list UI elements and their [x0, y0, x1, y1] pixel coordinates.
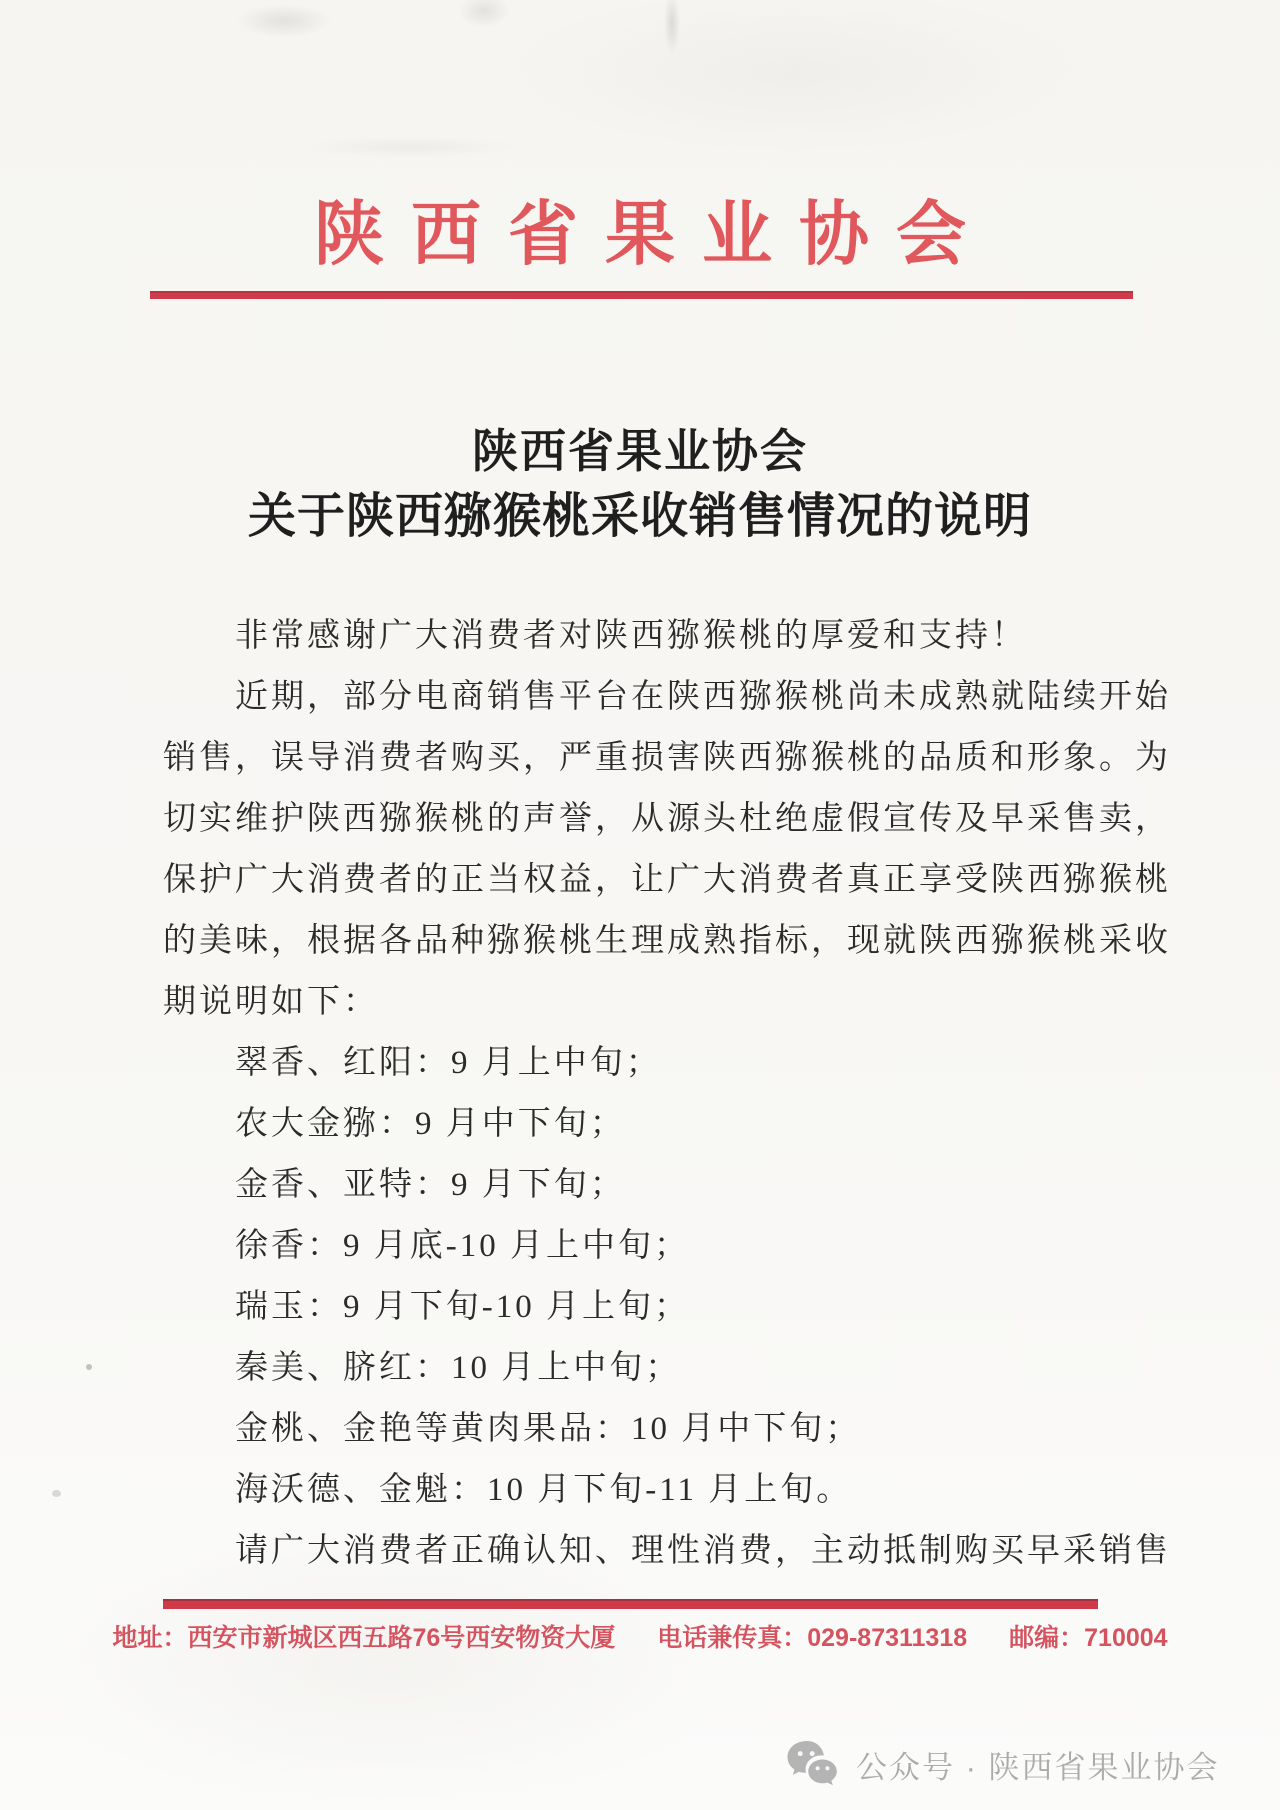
footer-contact-info — [112, 1620, 1168, 1656]
schedule-line: 金香、亚特：9 月下旬； — [235, 1167, 626, 1203]
body-line: 切实维护陕西猕猴桃的声誉，从源头杜绝虚假宣传及早采售卖， — [163, 801, 1171, 837]
body-line: 近期，部分电商销售平台在陕西猕猴桃尚未成熟就陆续开始 — [235, 679, 1171, 715]
footer-postcode: 邮编：710004 — [1009, 1624, 1168, 1652]
document-title — [0, 420, 1280, 550]
scan-smudge — [300, 136, 520, 158]
scan-smudge — [664, 0, 680, 54]
footer-rule — [163, 1599, 1098, 1609]
schedule-line: 瑞玉：9 月下旬-10 月上旬； — [235, 1289, 690, 1325]
body-line: 的美味，根据各品种猕猴桃生理成熟指标，现就陕西猕猴桃采收 — [163, 923, 1171, 959]
wechat-watermark-label: 公众号 · 陕西省果业协会 — [856, 1749, 1220, 1785]
schedule-line: 农大金猕：9 月中下旬； — [235, 1106, 626, 1142]
body-line: 销售，误导消费者购买，严重损害陕西猕猴桃的品质和形象。为 — [163, 740, 1171, 776]
scan-speck — [86, 1364, 92, 1370]
scan-speck — [52, 1490, 61, 1497]
document-title-line2: 关于陕西猕猴桃采收销售情况的说明 — [247, 490, 1032, 543]
scan-smudge — [236, 4, 332, 38]
schedule-line: 徐香：9 月底-10 月上中旬； — [235, 1228, 690, 1264]
scan-smudge — [458, 0, 510, 28]
letterhead-org-name: 陕西省果业协会 — [314, 197, 993, 274]
letterhead-rule — [150, 291, 1133, 299]
schedule-line: 金桃、金艳等黄肉果品：10 月中下旬； — [235, 1411, 862, 1447]
body-line: 保护广大消费者的正当权益，让广大消费者真正享受陕西猕猴桃 — [163, 862, 1171, 898]
schedule-line: 秦美、脐红：10 月上中旬； — [235, 1350, 682, 1386]
footer-address: 地址：西安市新城区西五路76号西安物资大厦 — [112, 1624, 616, 1652]
schedule-line: 翠香、红阳：9 月上中旬； — [235, 1045, 662, 1081]
body-line: 期说明如下： — [163, 984, 379, 1020]
wechat-official-account-icon — [786, 1740, 842, 1788]
schedule-line: 海沃德、金魁：10 月下旬-11 月上旬。 — [235, 1472, 853, 1508]
body-line: 请广大消费者正确认知、理性消费，主动抵制购买早采销售 — [235, 1533, 1171, 1569]
body-line: 非常感谢广大消费者对陕西猕猴桃的厚爱和支持！ — [235, 618, 1027, 654]
footer-phone: 电话兼传真：029-87311318 — [657, 1624, 968, 1652]
document-title-line1: 陕西省果业协会 — [472, 426, 808, 477]
document-body — [163, 606, 1171, 1582]
wechat-watermark — [786, 1740, 1220, 1788]
